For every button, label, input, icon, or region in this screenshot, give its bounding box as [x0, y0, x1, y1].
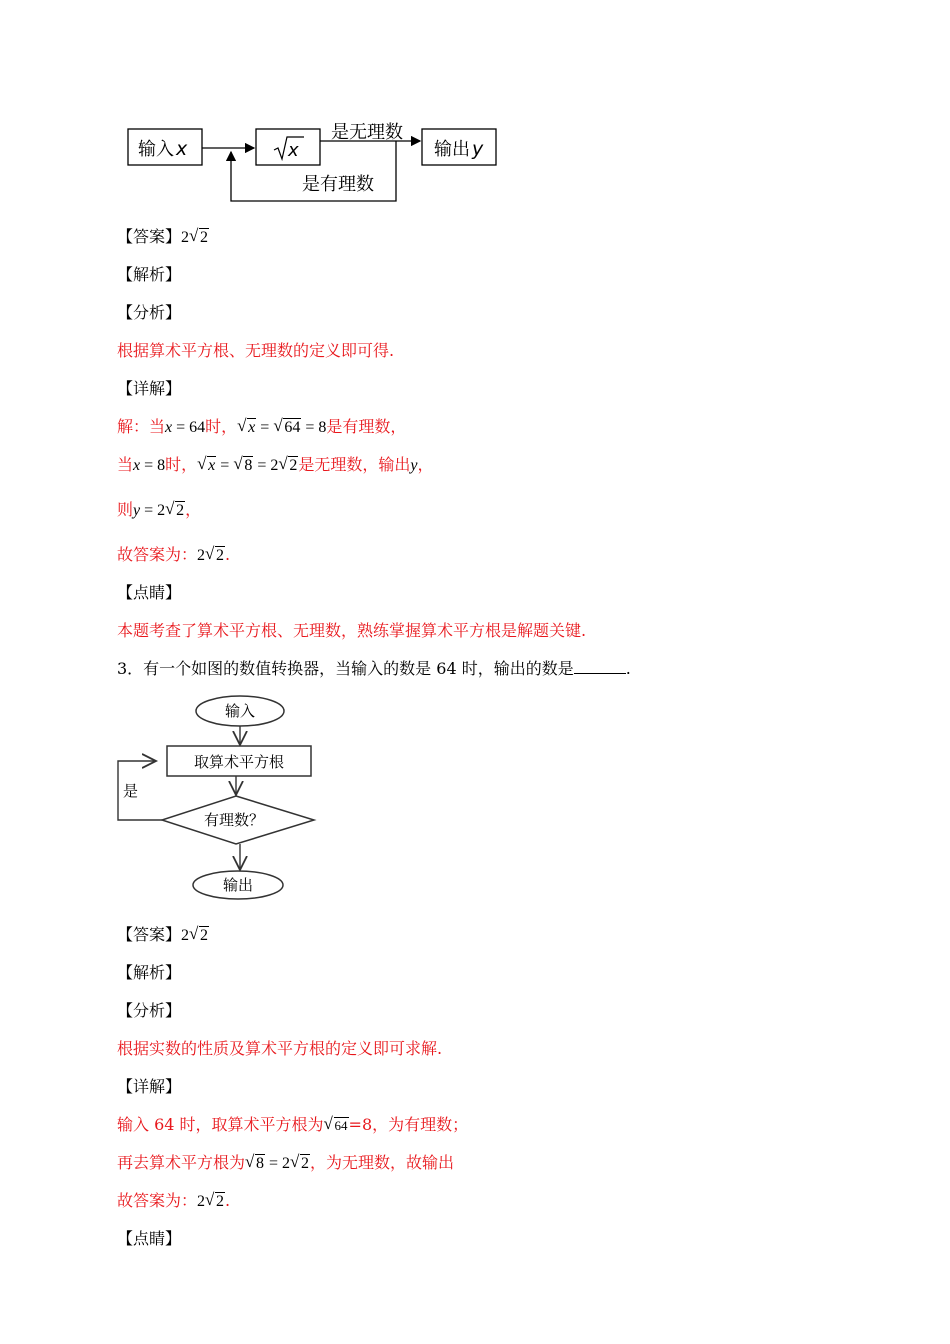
q3-question: 3．有一个如图的数值转换器，当输入的数是 64 时，输出的数是 .: [117, 659, 631, 678]
s2-detail-line-2: 再去算术平方根为√ 8 = 2√ 2，为无理数，故输出: [117, 1153, 454, 1174]
s2-detail-line-3: 故答案为：2√ 2.: [117, 1191, 230, 1212]
s2-detail-tag: 【详解】: [117, 1077, 182, 1096]
s2-detail-line-1: 输入 64 时，取算术平方根为√ 64=8，为有理数；: [117, 1115, 468, 1136]
s2-answer-line: 【答案】2√ 2: [117, 925, 209, 946]
answer-coef: 2: [181, 229, 190, 246]
sqrt-symbol: √ 2: [206, 1192, 225, 1212]
flow1-rational-label: 是有理数: [302, 174, 374, 195]
sqrt-symbol: √ 2: [190, 926, 209, 946]
answer-tag: 【答案】: [117, 227, 182, 246]
sqrt-symbol: √ 2: [190, 228, 209, 248]
flow1-output-label: 输出: [434, 139, 470, 160]
flow2-output-label: 输出: [222, 876, 254, 894]
sqrt-symbol: √ x: [238, 418, 256, 438]
flow1-irrational-label: 是无理数: [331, 122, 403, 143]
s1-detail-line-4: 故答案为：2√ 2.: [117, 545, 230, 566]
sqrt-symbol: √ 2: [291, 1154, 310, 1174]
s1-detail-line-2: 当x = 8时，√ x = √ 8 = 2√ 2是无理数，输出y，: [117, 455, 433, 476]
s1-answer-line: [117, 227, 209, 248]
sqrt-symbol: √ x: [198, 456, 216, 476]
s1-detail-line-3: 则y = 2√ 2，: [117, 500, 201, 521]
flow1-output-var: y: [472, 138, 484, 160]
flow1-input-label: 输入: [138, 139, 174, 160]
flowchart-1: [110, 110, 510, 210]
s1-detail-tag: 【详解】: [117, 379, 182, 398]
s2-dianjing-tag: 【点睛】: [117, 1229, 182, 1248]
sqrt-symbol: √ 8: [234, 456, 253, 476]
answer-blank: [574, 659, 626, 674]
flow2-input-label: 输入: [224, 702, 256, 720]
s1-detail-line-1: 解：当x = 64时，√ x = √ 64 = 8是有理数，: [117, 417, 406, 438]
sqrt-symbol: √ 8: [246, 1154, 265, 1174]
sqrt-symbol: √ 2: [206, 546, 225, 566]
s2-analysis-tag: 【解析】: [117, 963, 182, 982]
s2-fenxi-tag: 【分析】: [117, 1001, 182, 1020]
s1-fenxi-text: 根据算术平方根、无理数的定义即可得.: [117, 341, 395, 360]
sqrt-symbol: √ 2: [166, 501, 185, 521]
sqrt-symbol: √ 2: [279, 456, 298, 476]
flowchart-2: [110, 690, 330, 910]
flow2-process-label: 取算术平方根: [193, 753, 285, 771]
flow1-input-var: x: [176, 138, 188, 160]
s1-dianjing-text: 本题考查了算术平方根、无理数，熟练掌握算术平方根是解题关键.: [117, 621, 587, 640]
s1-fenxi-tag: 【分析】: [117, 303, 182, 322]
sqrt-symbol: √ 64: [274, 418, 301, 438]
s2-fenxi-text: 根据实数的性质及算术平方根的定义即可求解.: [117, 1039, 443, 1058]
flow2-yes-label: 是: [123, 782, 139, 800]
s1-analysis-tag: 【解析】: [117, 265, 182, 284]
sqrt-symbol: √ 64: [325, 1116, 349, 1136]
s1-dianjing-tag: 【点睛】: [117, 583, 182, 602]
flow2-decision-label: 有理数？: [203, 811, 265, 829]
flow1-sqrt-var: x: [288, 140, 299, 161]
